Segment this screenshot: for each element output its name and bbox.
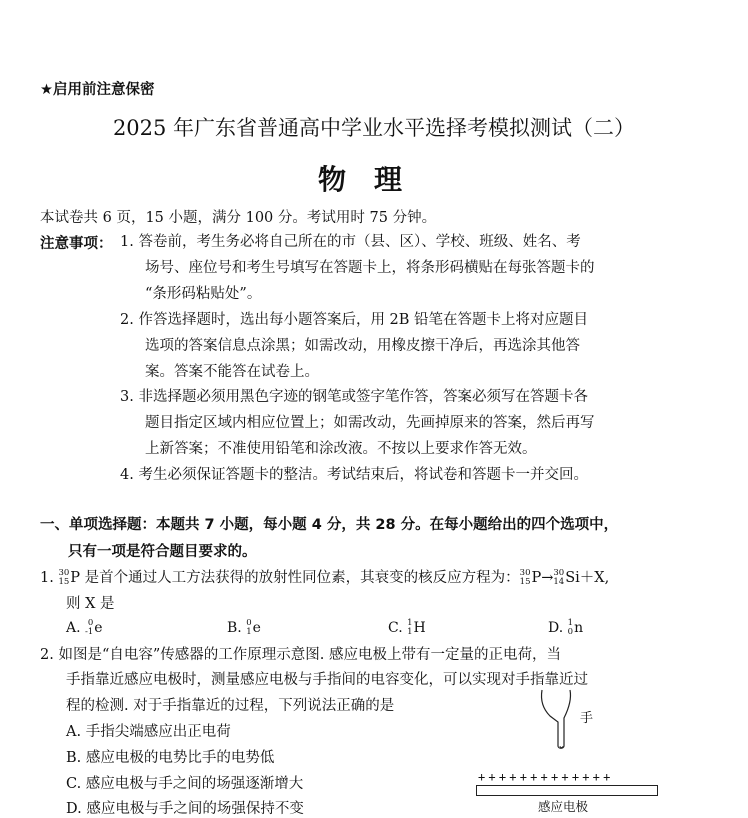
- hand-finger-icon: [536, 688, 580, 752]
- question-number: 1.: [40, 570, 54, 586]
- q2-option-d[interactable]: D. 感应电极与手之间的场强保持不变: [66, 801, 304, 817]
- subject-title: 物理: [317, 163, 430, 196]
- note-line: 3. 非选择题必须用黑色字迹的钢笔或签字笔作答，答案必须写在答题卡各: [120, 389, 588, 405]
- q2-option-b[interactable]: B. 感应电极的电势比手的电势低: [66, 750, 275, 766]
- sensing-electrode: [476, 785, 658, 796]
- q2-option-a[interactable]: A. 手指尖端感应出正电荷: [66, 724, 231, 740]
- q1-option-a[interactable]: A. 0 -1 e: [66, 618, 103, 637]
- hand-label: 手: [580, 711, 594, 726]
- electrode-label: 感应电极: [538, 799, 589, 814]
- nuclide-p: 30 15: [58, 568, 70, 587]
- nuclide-si: 30 14: [553, 568, 565, 587]
- q1-option-b[interactable]: B. 0 1 e: [227, 618, 261, 637]
- q1-option-c[interactable]: C. 1 1 H: [388, 618, 426, 637]
- question-1: 1. 30 15 P 是首个通过人工方法获得的放射性同位素，其衰变的核反应方程为： 30 15 P→ 30 14 Si＋X,: [40, 568, 610, 587]
- question-number: 2.: [40, 647, 54, 663]
- notes-label: 注意事项：: [40, 236, 113, 252]
- exam-intro: 本试卷共 6 页，15 小题，满分 100 分。考试用时 75 分钟。: [40, 210, 437, 226]
- note-line: 1. 答卷前，考生务必将自己所在的市（县、区）、学校、班级、姓名、考: [120, 234, 581, 250]
- question-2-text: 如图是“自电容”传感器的工作原理示意图. 感应电极上带有一定量的正电荷，当: [58, 647, 561, 663]
- question-2-line2: 手指靠近感应电极时，测量感应电极与手指间的电容变化，可以实现对手指靠近过: [66, 672, 588, 688]
- section-heading: 一、单项选择题：本题共 7 小题，每小题 4 分，共 28 分。在每小题给出的四个选项中，: [40, 517, 619, 533]
- note-line: 题目指定区域内相应位置上；如需改动，先画掉原来的答案，然后再写: [145, 415, 595, 431]
- exam-title: 2025 年广东省普通高中学业水平选择考模拟测试（二）: [112, 116, 636, 140]
- note-line: 选项的答案信息点涂黑；如需改动，用橡皮擦干净后，再选涂其他答: [145, 338, 580, 354]
- section-heading-cont: 只有一项是符合题目要求的。: [68, 544, 257, 560]
- q1-option-d[interactable]: D. 1 0 n: [548, 618, 584, 637]
- q2-option-c[interactable]: C. 感应电极与手之间的场强逐渐增大: [66, 776, 304, 792]
- note-line: 上新答案；不准使用铅笔和涂改液。不按以上要求作答无效。: [145, 441, 537, 457]
- note-line: “条形码粘贴处”。: [145, 286, 262, 302]
- electrode-charges: +++++++++++++: [478, 770, 614, 784]
- question-1-text: 是首个通过人工方法获得的放射性同位素，其衰变的核反应方程为：: [80, 570, 520, 586]
- question-2: [40, 643, 561, 664]
- confidential-notice: ★启用前注意保密: [40, 82, 155, 98]
- note-line: 场号、座位号和考生号填写在答题卡上，将条形码横贴在每张答题卡的: [145, 260, 595, 276]
- question-1-line2: 则 X 是: [66, 596, 115, 612]
- note-line: 4. 考生必须保证答题卡的整洁。考试结束后，将试卷和答题卡一并交回。: [120, 467, 588, 483]
- question-2-line3: 程的检测. 对于手指靠近的过程，下列说法正确的是: [66, 698, 395, 714]
- note-line: 2. 作答选择题时，选出每小题答案后，用 2B 铅笔在答题卡上将对应题目: [120, 312, 589, 328]
- note-line: 案。答案不能答在试卷上。: [145, 364, 319, 380]
